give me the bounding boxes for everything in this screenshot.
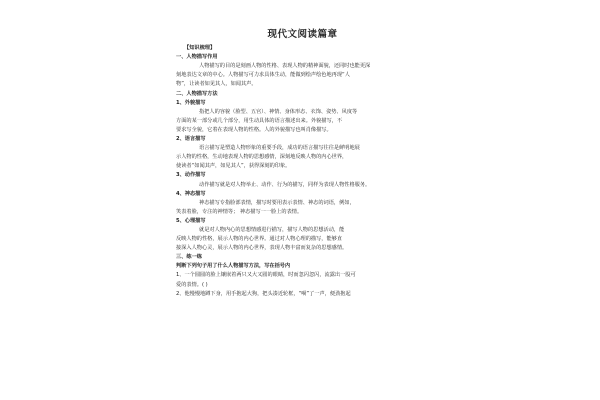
heading-expression: 4、神态描写 [176, 190, 206, 197]
heading-appearance: 1、外貌描写 [176, 99, 206, 106]
paragraph-purpose: 人物描写的目的是刻画人物的性格、表现人物的精神面貌，还同时也能更深 刻地表达文章的中心。人物描写可力求具体生动，能做到绘声绘色地再现“人 物”，让读者如见其人，如闻其声。 [176, 63, 371, 88]
page-title: 现代文阅读篇章 [267, 29, 338, 40]
heading-language: 2、语言描写 [176, 136, 206, 143]
heading-psychology: 5、心理描写 [176, 217, 206, 224]
section-tag: 【知识梳理】 [184, 45, 216, 52]
heading-character-description-purpose: 一、人物描写作用 [176, 54, 218, 61]
paragraph-appearance: 指把人的容貌（脸型、五官）、神情、身体形态、衣饰、姿势、风度等 方面的某一部分或几个部分，用生动具体的语言描述出来。外貌描写，不 要求写全貌，它着在表现人物的性格。人的外貌描写也叫肖像描写。 [176, 108, 358, 133]
heading-methods: 二、人物描写方法 [176, 90, 218, 97]
paragraph-action: 动作描写就是对人物举止、动作、行为的描写，同样为表现人物性格服务。 [199, 181, 371, 188]
question-instruction: 判断下列句子用了什么人物描写方法，写在括号内 [176, 263, 291, 270]
document-page [170, 30, 435, 400]
paragraph-psychology: 就是对人物内心的思想情感进行描写，描写人物的思想活动，能 反映人物的性格，展示人物的内心世界。通过对人物心理的描写，能够直 接深入人物心灵，展示人物的内心世界，表现人物丰富而复杂的思想感情。 [176, 226, 348, 252]
heading-practice: 三、练一练 [176, 254, 202, 261]
paragraph-language: 语言描写是塑造人物形象的重要手段，成功的语言描写往往是鲜明地展 示人物的性格，生动地表现人物的思想感情，深刻地反映人物的内心世界， 使读者“如闻其声，如见其人”，获得深刻的印象。 [176, 145, 360, 170]
question-2: 2、他慢慢地蹲下身，用手抱起大狗，把头凑近轮框，“嗬”了一声，便劲抱起 [176, 290, 351, 297]
heading-action: 3、动作描写 [176, 172, 206, 179]
question-1: 1、一个圆圆的脸上镶嵌着两只又大又圆的眼睛，时而忽闪忽闪，流露出一股可 爱的表情。( ) [176, 272, 356, 288]
paragraph-expression: 神态描写专指脸部表情，描写时要用表示表情、神态的词语，例如， 笑表着脸，专注的神情等； 神态描写一一脸上的表情。 [176, 199, 355, 215]
